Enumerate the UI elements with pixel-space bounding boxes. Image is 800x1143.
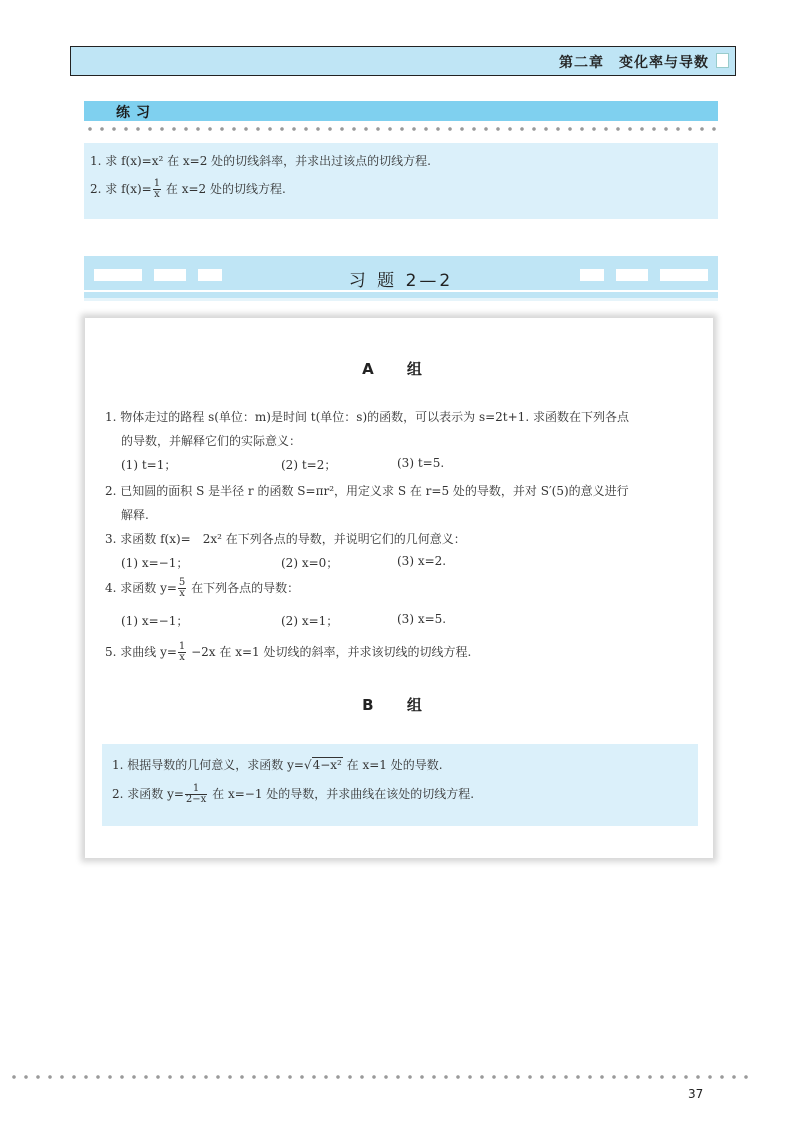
- problem-b2-pre: 2. 求函数 y=: [112, 787, 184, 801]
- problem-a3-option-2: (2) x=0；: [281, 556, 339, 570]
- problem-b2-post: 在 x=−1 处的导数，并求曲线在该处的切线方程.: [208, 787, 475, 801]
- fraction-denominator: 2−x: [185, 794, 207, 805]
- problem-b1: [112, 756, 443, 773]
- exercise-item-2: [90, 179, 286, 200]
- fraction-denominator: x: [179, 588, 185, 599]
- fraction: [178, 642, 186, 663]
- problem-a1-line2: 的导数，并解释它们的实际意义：: [121, 434, 302, 448]
- problems-box: [85, 318, 713, 858]
- fraction-denominator: x: [154, 189, 160, 200]
- group-a-title: A 组: [362, 360, 436, 378]
- problem-a4-option-1: (1) x=−1；: [121, 614, 189, 628]
- exercise-item-1-text: 1. 求 f(x)=x² 在 x=2 处的切线斜率，并求出过该点的切线方程.: [90, 154, 431, 168]
- group-b-box: [102, 744, 698, 826]
- problem-b2: [112, 784, 474, 805]
- problem-a2-line2: 解释.: [121, 508, 149, 522]
- exercise-dot-divider: [84, 126, 718, 132]
- problem-a3-line1: 3. 求函数 f(x)= 2x² 在下列各点的导数，并说明它们的几何意义：: [105, 532, 466, 546]
- exercise-item-2-pre: 2. 求 f(x)=: [90, 182, 152, 196]
- problem-a1-option-1: (1) t=1；: [121, 458, 177, 472]
- fraction: [178, 578, 186, 599]
- group-b-title: B 组: [362, 696, 436, 714]
- chapter-header: [70, 46, 736, 76]
- section-title: 习 题 2—2: [348, 271, 454, 291]
- fraction: [153, 179, 161, 200]
- fraction-numerator: 5: [178, 577, 186, 588]
- footer-dot-divider: [8, 1074, 752, 1080]
- problem-a3-option-3: (3) x=2.: [397, 554, 447, 568]
- problem-a2-line1: 2. 已知圆的面积 S 是半径 r 的函数 S=πr²，用定义求 S 在 r=5 处的导数，并对 S′(5)的意义进行: [105, 484, 629, 498]
- fraction: [185, 784, 207, 805]
- problem-a4-pre: 4. 求函数 y=: [105, 581, 177, 595]
- section-banner: [84, 256, 718, 301]
- problem-a4: [105, 578, 299, 599]
- exercise-title-bar: [84, 101, 718, 121]
- problem-a1-option-2: (2) t=2；: [281, 458, 337, 472]
- problem-a4-option-3: (3) x=5.: [397, 612, 447, 626]
- sqrt-symbol: √: [303, 758, 312, 772]
- problem-a1-line1: 1. 物体走过的路程 s(单位：m)是时间 t(单位：s)的函数，可以表示为 s=2t+1. 求函数在下列各点: [105, 410, 629, 424]
- sqrt-radicand: 4−x²: [312, 758, 342, 772]
- problem-a5: [105, 642, 471, 663]
- problem-b1-post: 在 x=1 处的导数.: [342, 758, 443, 772]
- fraction-numerator: 1: [185, 784, 207, 795]
- problem-a3-option-1: (1) x=−1；: [121, 556, 189, 570]
- problem-a4-option-2: (2) x=1；: [281, 614, 339, 628]
- fraction-denominator: x: [179, 652, 185, 663]
- header-tab-marker: [716, 53, 729, 68]
- problem-a4-post: 在下列各点的导数：: [187, 581, 300, 595]
- page-number: 37: [688, 1087, 704, 1101]
- problem-a5-post: −2x 在 x=1 处切线的斜率，并求该切线的切线方程.: [187, 645, 472, 659]
- exercise-item-1: [90, 152, 431, 169]
- exercise-title: 练习: [116, 105, 156, 121]
- chapter-title: 第二章 变化率与导数: [559, 55, 709, 71]
- fraction-numerator: 1: [153, 178, 161, 189]
- exercise-box: [84, 143, 718, 219]
- exercise-item-2-post: 在 x=2 处的切线方程.: [162, 182, 286, 196]
- problem-b1-pre: 1. 根据导数的几何意义，求函数 y=: [112, 758, 304, 772]
- fraction-numerator: 1: [178, 641, 186, 652]
- problem-a5-pre: 5. 求曲线 y=: [105, 645, 177, 659]
- problem-a1-option-3: (3) t=5.: [397, 456, 445, 470]
